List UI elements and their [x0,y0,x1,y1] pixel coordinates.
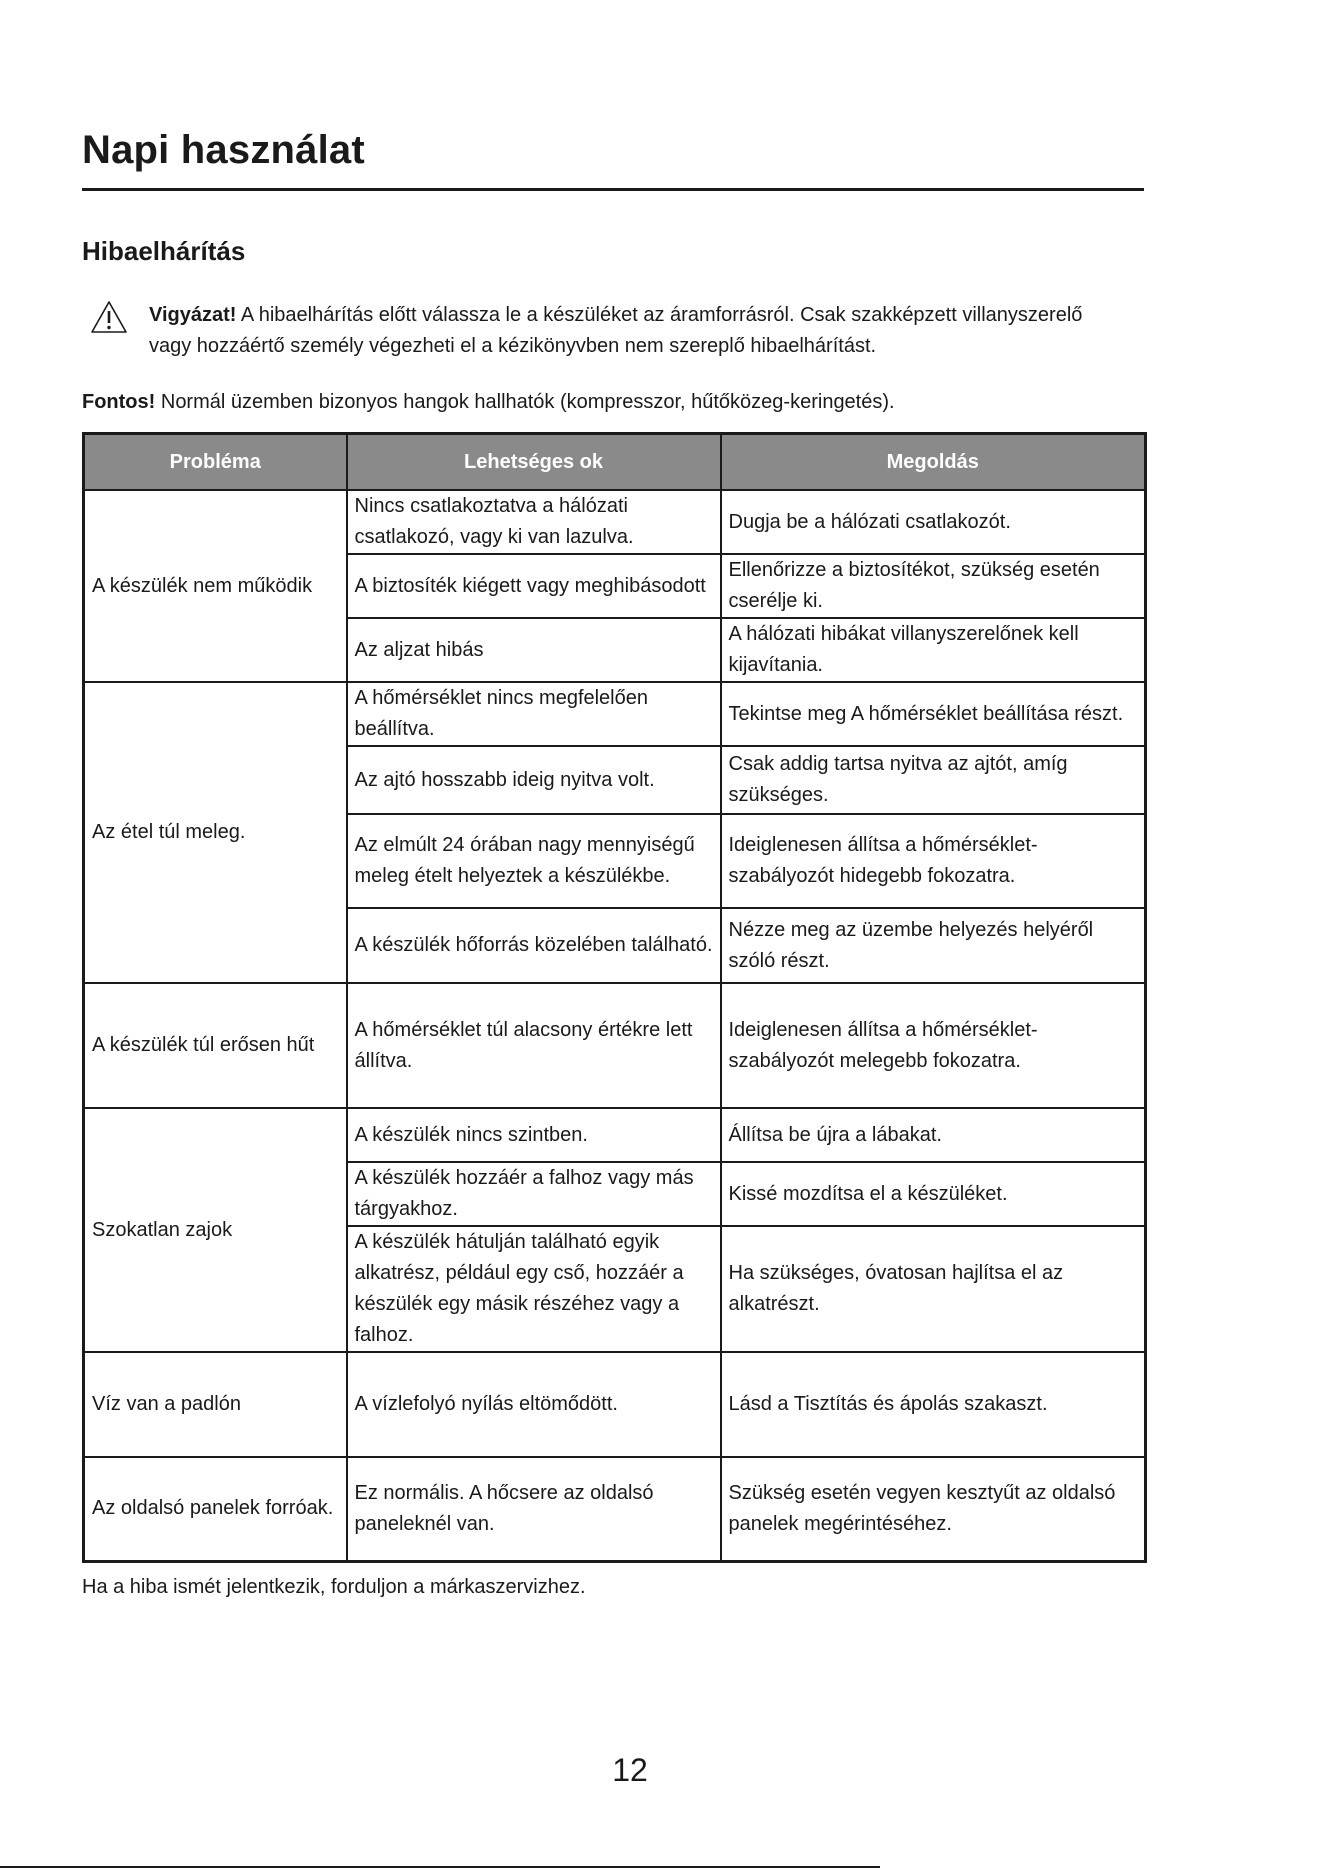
cause-cell: Nincs csatlakoztatva a hálózati csatlakozó, vagy ki van lazulva. [347,490,721,554]
problem-cell: A készülék túl erősen hűt [84,983,347,1108]
solution-cell: Tekintse meg A hőmérséklet beállítása részt. [721,682,1146,746]
solution-cell: Ideiglenesen állítsa a hőmérséklet-szabályozót hidegebb fokozatra. [721,814,1146,908]
solution-cell: Ellenőrizze a biztosítékot, szükség esetén cserélje ki. [721,554,1146,618]
bottom-divider [0,1866,880,1868]
table-row [84,1108,1146,1162]
table-header-row [84,434,1146,491]
cause-cell: A vízlefolyó nyílás eltömődött. [347,1352,721,1457]
solution-cell: A hálózati hibákat villanyszerelőnek kell kijavítania. [721,618,1146,682]
warning-label: Vigyázat! [149,304,237,326]
cause-cell: A biztosíték kiégett vagy meghibásodott [347,554,721,618]
solution-cell: Kissé mozdítsa el a készüléket. [721,1162,1146,1226]
problem-cell: Szokatlan zajok [84,1108,347,1352]
cause-cell: A hőmérséklet nincs megfelelően beállítva. [347,682,721,746]
solution-cell: Ha szükséges, óvatosan hajlítsa el az alkatrészt. [721,1226,1146,1352]
problem-cell: Az oldalsó panelek forróak. [84,1457,347,1561]
table-row [84,682,1146,746]
note-body: Normál üzemben bizonyos hangok hallhatók (kompresszor, hűtőközeg-keringetés). [155,391,895,413]
cause-cell: Az ajtó hosszabb ideig nyitva volt. [347,746,721,814]
solution-cell: Nézze meg az üzembe helyezés helyéről szóló részt. [721,908,1146,983]
warning-text [149,300,1129,362]
table-row [84,490,1146,554]
cause-cell: A készülék hozzáér a falhoz vagy más tárgyakhoz. [347,1162,721,1226]
cause-cell: A készülék hőforrás közelében található. [347,908,721,983]
problem-cell: Víz van a padlón [84,1352,347,1457]
warning-triangle-icon [90,300,128,334]
solution-cell: Lásd a Tisztítás és ápolás szakaszt. [721,1352,1146,1457]
page-title: Napi használat [82,128,365,172]
troubleshooting-table [82,432,1147,1563]
cause-cell: A hőmérséklet túl alacsony értékre lett állítva. [347,983,721,1108]
table-row [84,1457,1146,1561]
header-solution: Megoldás [721,434,1146,491]
solution-cell: Csak addig tartsa nyitva az ajtót, amíg szükséges. [721,746,1146,814]
table-row [84,983,1146,1108]
problem-cell: A készülék nem működik [84,490,347,682]
header-cause: Lehetséges ok [347,434,721,491]
footer-note: Ha a hiba ismét jelentkezik, forduljon a márkaszervizhez. [82,1576,586,1598]
cause-cell: A készülék hátulján található egyik alkatrész, például egy cső, hozzáér a készülék egy másik részéhez vagy a falhoz. [347,1226,721,1352]
important-note [82,387,895,418]
solution-cell: Dugja be a hálózati csatlakozót. [721,490,1146,554]
page-number: 12 [612,1752,648,1788]
section-title: Hibaelhárítás [82,236,246,266]
cause-cell: Az elmúlt 24 órában nagy mennyiségű meleg ételt helyeztek a készülékbe. [347,814,721,908]
solution-cell: Ideiglenesen állítsa a hőmérséklet-szabályozót melegebb fokozatra. [721,983,1146,1108]
cause-cell: Az aljzat hibás [347,618,721,682]
problem-cell: Az étel túl meleg. [84,682,347,983]
note-label: Fontos! [82,391,156,413]
warning-body: A hibaelhárítás előtt válassza le a készüléket az áramforrásról. Csak szakképzett villanyszerelő vagy hozzáértő személy végezheti el a kézikönyvben nem szereplő hibaelhárítást. [149,304,1083,357]
cause-cell: Ez normális. A hőcsere az oldalsó paneleknél van. [347,1457,721,1561]
title-divider [82,188,1144,191]
table-row [84,1352,1146,1457]
solution-cell: Állítsa be újra a lábakat. [721,1108,1146,1162]
solution-cell: Szükség esetén vegyen kesztyűt az oldalsó panelek megérintéséhez. [721,1457,1146,1561]
header-problem: Probléma [84,434,347,491]
cause-cell: A készülék nincs szintben. [347,1108,721,1162]
